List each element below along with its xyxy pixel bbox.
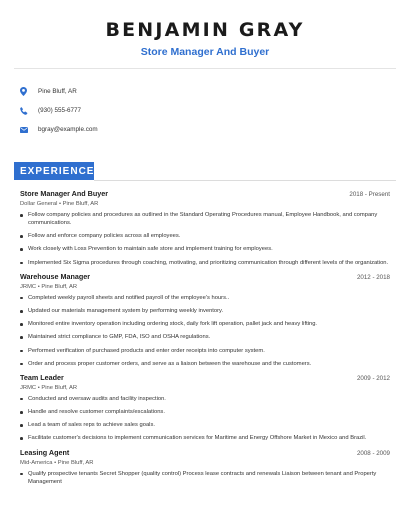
section-divider <box>94 180 396 181</box>
job-dates: 2018 - Present <box>349 191 390 198</box>
bullet-item: Lead a team of sales reps to achieve sales goals. <box>20 421 390 429</box>
job-company: Mid-America • Pine Bluff, AR <box>20 459 94 466</box>
bullet-item: Order and process proper customer orders, and serve as a liaison between the warehouse and the customers. <box>20 360 390 368</box>
bullet-item: Performed verification of purchased products and enter order receipts into computer system. <box>20 347 390 355</box>
job-dates: 2012 - 2018 <box>356 273 390 281</box>
bullet-item: Completed weekly payroll sheets and notified payroll of the employee's hours.. <box>20 294 390 302</box>
job-entry <box>20 272 390 368</box>
job-title: Warehouse Manager <box>20 271 91 281</box>
bullet-item: Maintained strict compliance to GMP, FDA, ISO and OSHA regulations. <box>20 333 390 341</box>
bullet-item: Qualify prospective tenants Secret Shopper (quality control) Process lease contracts and renewals Liaison between tenant and Property Management <box>20 470 390 486</box>
job-title: Leasing Agent <box>20 447 70 457</box>
job-title: Team Leader <box>20 372 64 382</box>
bullet-item: Follow and enforce company policies across all employees. <box>20 232 390 240</box>
phone-icon <box>20 107 38 115</box>
bullet-item: Handle and resolve customer complaints/escalations. <box>20 408 390 416</box>
job-bullets <box>20 294 390 368</box>
experience-section-title: EXPERIENCE <box>20 165 95 177</box>
contact-location <box>20 82 98 101</box>
job-title: Store Manager And Buyer <box>20 189 108 198</box>
job-header <box>20 189 390 200</box>
job-dates: 2009 - 2012 <box>356 374 390 382</box>
bullet-item: Follow company policies and procedures as outlined in the Standard Operating Procedures manual, Employee Handbook, and company communications. <box>20 211 390 227</box>
candidate-name: BENJAMIN GRAY <box>105 19 305 41</box>
envelope-icon <box>20 127 38 133</box>
email-text[interactable]: bgray@example.com <box>38 126 98 133</box>
job-header <box>20 373 390 384</box>
bullet-item: Conducted and oversaw audits and facility inspection. <box>20 395 390 403</box>
bullet-item: Implemented Six Sigma procedures through coaching, motivating, and prioritizing communication through different levels of the organization. <box>20 259 390 267</box>
bullet-item: Facilitate customer's decisions to implement communication services for Maritime and Energy Offshore Market in Mexico and Brazil. <box>20 434 390 442</box>
map-pin-icon <box>20 87 38 96</box>
experience-list <box>20 189 390 491</box>
job-header <box>20 272 390 283</box>
job-header <box>20 448 390 459</box>
contact-email <box>20 120 98 139</box>
job-dates: 2008 - 2009 <box>356 449 390 457</box>
job-company: Dollar General • Pine Bluff, AR <box>20 201 99 207</box>
job-company: JRMC • Pine Bluff, AR <box>20 283 78 290</box>
job-entry <box>20 373 390 443</box>
job-bullets <box>20 470 390 486</box>
job-entry <box>20 189 390 267</box>
phone-text: (930) 555-6777 <box>38 107 82 114</box>
header-divider <box>14 68 396 69</box>
location-text: Pine Bluff, AR <box>38 88 77 95</box>
contact-phone <box>20 101 98 120</box>
candidate-title: Store Manager And Buyer <box>140 46 270 58</box>
bullet-item: Work closely with Loss Prevention to maintain safe store and implement training for employees. <box>20 245 390 253</box>
job-bullets <box>20 211 390 267</box>
bullet-item: Updated our materials management system by performing weekly inventory. <box>20 307 390 315</box>
job-bullets <box>20 395 390 443</box>
resume-header <box>0 0 410 59</box>
bullet-item: Monitored entire inventory operation including ordering stock, daily fork lift operation, pallet jack and heavy lifting. <box>20 320 390 328</box>
contact-info <box>20 82 98 139</box>
experience-section-header <box>14 162 94 180</box>
job-company: JRMC • Pine Bluff, AR <box>20 384 78 391</box>
job-entry <box>20 448 390 486</box>
